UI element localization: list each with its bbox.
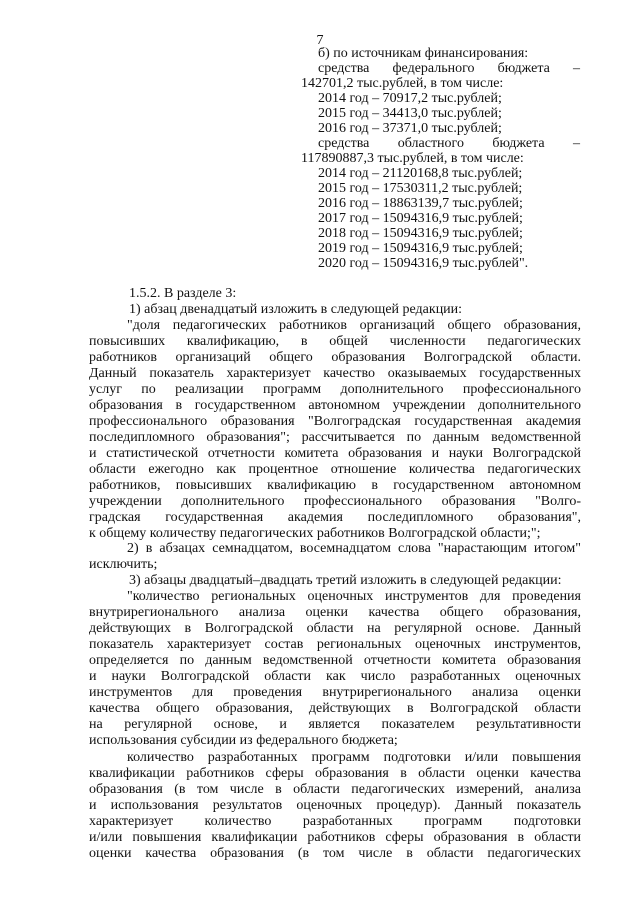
federal-year-item: 2015 год – 34413,0 тыс.рублей;	[318, 106, 502, 121]
page-number: 7	[316, 33, 324, 48]
regional-year-item: 2016 год – 18863139,7 тыс.рублей;	[318, 196, 523, 211]
text-line: и науки Волгоградской области как число разработанных оценочных	[89, 669, 581, 684]
text-line: и статистической отчетности комитета образования и науки Волгоградской	[89, 446, 581, 461]
text-line: квалификации работников сферы образования в области оценки качества	[89, 766, 581, 781]
federal-budget-line	[318, 61, 580, 77]
quote2-paragraph	[89, 589, 581, 749]
text-line: исключить;	[89, 557, 158, 572]
text-line: к общему количеству педагогических работников Волгоградской области;";	[89, 526, 541, 541]
regional-word: средства	[318, 136, 370, 151]
item1-intro: 1) абзац двенадцатый изложить в следующей редакции:	[129, 302, 463, 317]
regional-year-item: 2018 год – 15094316,9 тыс.рублей;	[318, 226, 523, 241]
text-line: работников организаций общего образования Волгоградской области.	[89, 350, 581, 365]
regional-year-item: 2014 год – 21120168,8 тыс.рублей;	[318, 166, 523, 181]
financing-heading: б) по источникам финансирования:	[318, 46, 529, 61]
text-line: количество разработанных программ подготовки и/или повышения	[127, 750, 581, 765]
text-line: показатель характеризует состав региональных оценочных инструментов,	[89, 637, 581, 652]
federal-word: средства	[318, 61, 370, 76]
text-line: "количество региональных оценочных инструментов для проведения	[127, 589, 581, 604]
regional-total: 117890887,3 тыс.рублей, в том числе:	[301, 151, 524, 166]
regional-year-item: 2015 год – 17530311,2 тыс.рублей;	[318, 181, 523, 196]
regional-word: бюджета	[492, 136, 545, 151]
regional-year-item: 2020 год – 15094316,9 тыс.рублей".	[318, 256, 529, 271]
quote1-paragraph	[89, 318, 581, 542]
text-line: работников, повысивших квалификацию в государственном автономном	[89, 478, 581, 493]
federal-word: бюджета	[497, 61, 550, 76]
text-line: повысивших квалификацию, в общей численности педагогических	[89, 334, 581, 349]
text-line: 2) в абзацах семнадцатом, восемнадцатом слова "нарастающим итогом"	[127, 541, 581, 556]
text-line: действующих в Волгоградской области на регулярной основе. Данный	[89, 621, 581, 636]
text-line: градская государственная академия последипломного образования",	[89, 510, 581, 525]
text-line: образования в государственном автономном учреждении дополнительного	[89, 398, 581, 413]
text-line: инструментов для проведения внутрирегионального анализа оценки	[89, 685, 581, 700]
text-line: услуг по реализации программ дополнительного профессионального	[89, 382, 581, 397]
text-line: образования (в том числе в области педагогических измерений, анализа	[89, 782, 581, 797]
federal-year-item: 2016 год – 37371,0 тыс.рублей;	[318, 121, 502, 136]
text-line: Данный показатель характеризует качество оказываемых государственных	[89, 366, 581, 381]
text-line: области ежегодно как процентное отношение количества педагогических	[89, 462, 581, 477]
federal-year-item: 2014 год – 70917,2 тыс.рублей;	[318, 91, 502, 106]
text-line: и/или повышения квалификации работников сферы образования в области	[89, 830, 581, 845]
text-line: внутрирегионального анализа оценки качества общего образования,	[89, 605, 581, 620]
text-line: и использования результатов оценочных процедур). Данный показатель	[89, 798, 581, 813]
text-line: оценки качества образования (в том числе в области педагогических	[89, 846, 581, 861]
item3-intro: 3) абзацы двадцатый–двадцать третий изложить в следующей редакции:	[129, 573, 562, 588]
regional-word: –	[572, 136, 580, 151]
quote3-paragraph	[89, 750, 581, 862]
text-line: определяется по данным ведомственной отчетности комитета образования	[89, 653, 581, 668]
text-line: на регулярной основе, и является показателем результативности	[89, 717, 581, 732]
federal-word: –	[573, 61, 580, 76]
regional-year-item: 2017 год – 15094316,9 тыс.рублей;	[318, 211, 523, 226]
text-line: использования субсидии из федерального бюджета;	[89, 733, 398, 748]
federal-word: федерального	[392, 61, 475, 76]
text-line: "доля педагогических работников организаций общего образования,	[127, 318, 581, 333]
regional-budget-line	[318, 136, 580, 152]
item2-paragraph	[89, 541, 581, 573]
section-heading: 1.5.2. В разделе 3:	[129, 286, 237, 301]
regional-year-item: 2019 год – 15094316,9 тыс.рублей;	[318, 241, 523, 256]
text-line: характеризует количество разработанных программ подготовки	[89, 814, 581, 829]
text-line: качества общего образования, действующих в Волгоградской области	[89, 701, 581, 716]
text-line: учреждении дополнительного профессионального образования "Волго-	[89, 494, 581, 509]
text-line: профессионального образования "Волгоградская государственная академия	[89, 414, 581, 429]
text-line: последипломного образования"; рассчитывается по данным ведомственной	[89, 430, 581, 445]
regional-word: областного	[397, 136, 464, 151]
federal-total: 142701,2 тыс.рублей, в том числе:	[301, 76, 504, 91]
